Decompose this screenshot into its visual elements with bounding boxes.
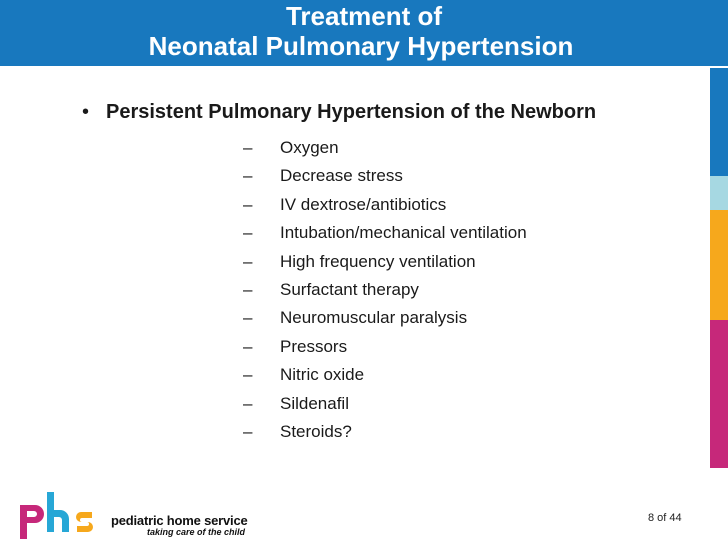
logo-letter-p [20, 505, 44, 539]
list-dash: – [243, 393, 253, 413]
list-item-text: Surfactant therapy [280, 279, 419, 299]
treatment-list [243, 137, 527, 449]
list-item [243, 364, 527, 392]
main-bullet [82, 101, 596, 124]
bullet-dot: • [82, 101, 90, 123]
list-dash: – [243, 166, 253, 186]
side-color-stripes [710, 68, 728, 546]
phs-logo-mark [18, 490, 110, 540]
list-dash: – [243, 279, 253, 299]
list-item [243, 393, 527, 421]
stripe-light-blue [710, 176, 728, 210]
title-line-2: Neonatal Pulmonary Hypertension [148, 31, 574, 61]
logo-letter-s [76, 512, 93, 532]
logo-name: pediatric home service [111, 513, 248, 528]
slide-number: 8 of 44 [648, 512, 682, 524]
list-dash: – [243, 365, 253, 385]
list-item [243, 137, 527, 165]
list-dash: – [243, 194, 253, 214]
list-dash: – [243, 308, 253, 328]
list-item [243, 421, 527, 449]
list-item-text: Oxygen [280, 138, 339, 157]
list-dash: – [243, 138, 253, 157]
list-item-text: High frequency ventilation [280, 251, 476, 271]
list-dash: – [243, 251, 253, 271]
main-bullet-text: Persistent Pulmonary Hypertension of the Newborn [106, 101, 597, 123]
list-item [243, 251, 527, 279]
list-item [243, 307, 527, 335]
list-dash: – [243, 336, 253, 356]
list-item-text: IV dextrose/antibiotics [280, 194, 447, 214]
list-item-text: Nitric oxide [280, 365, 365, 385]
list-dash: – [243, 223, 253, 243]
logo-letter-h [47, 492, 69, 532]
logo-tagline: taking care of the child [147, 527, 246, 537]
phs-logo [18, 490, 268, 540]
slide-title [0, 1, 728, 61]
list-item-text: Pressors [280, 336, 348, 356]
list-item [243, 194, 527, 222]
list-item [243, 165, 527, 193]
list-item-text: Intubation/mechanical ventilation [280, 223, 527, 243]
list-item [243, 222, 527, 250]
list-item [243, 279, 527, 307]
stripe-blue [710, 68, 728, 176]
list-item-text: Neuromuscular paralysis [280, 308, 468, 328]
title-line-1: Treatment of [285, 1, 443, 31]
list-item-text: Sildenafil [280, 393, 349, 413]
title-bar [0, 0, 728, 66]
list-item-text: Decrease stress [280, 166, 403, 186]
list-dash: – [243, 421, 253, 441]
list-item-text: Steroids? [280, 421, 352, 441]
stripe-orange [710, 210, 728, 320]
stripe-magenta [710, 320, 728, 468]
list-item [243, 336, 527, 364]
